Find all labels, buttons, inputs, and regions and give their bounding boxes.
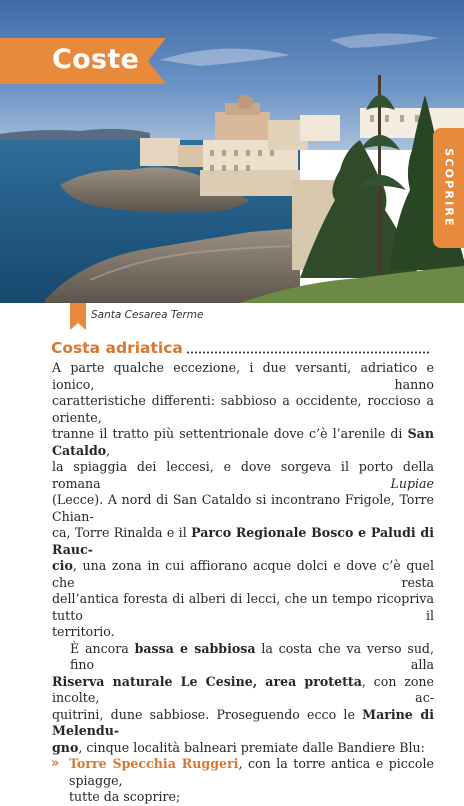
list-item: » Torre Specchia Ruggeri, con la torre antica e piccole spiagge, — [51, 756, 434, 788]
text-line: Riserva naturale Le Cesine, area protetta, con zone incolte, ac- — [52, 673, 434, 705]
place-name: San Cataldo — [52, 426, 434, 458]
text-line: tutte da scoprire; — [69, 789, 181, 804]
text-line: È ancora bassa e sabbiosa la costa che va verso sud, fino alla — [70, 640, 434, 672]
section-heading-text: Costa adriatica — [51, 339, 183, 357]
place-name: Marine di Melendu- — [52, 706, 435, 738]
park-name-end: cio — [52, 558, 73, 573]
place-name-end: gno — [52, 739, 79, 755]
text-line: ca, Torre Rinalda e il Parco Regionale Bosco e Paludi di Rauc- — [52, 525, 434, 557]
text-line: gno, cinque località balneari premiate dalle Bandiere Blu: — [52, 739, 425, 755]
text-line: la spiaggia dei leccesi, e dove sorgeva il porto della romana Lupiae — [52, 459, 434, 491]
text-line: caratteristiche differenti: sabbioso a occidente, roccioso a oriente, — [52, 393, 434, 425]
latin-name: Lupiae — [390, 475, 434, 491]
dotted-leader — [186, 351, 431, 354]
bookmark-ribbon-icon — [70, 303, 86, 330]
text-line: (Lecce). A nord di San Cataldo si incontrano Frigole, Torre Chian- — [52, 492, 434, 524]
reserve-name: Riserva naturale Le Cesine, area protetta — [52, 673, 362, 689]
double-chevron-icon: » — [51, 756, 60, 771]
text-line: quitrini, dune sabbiose. Proseguendo ecco le Marine di Melendu- — [52, 706, 435, 738]
text-line: A parte qualche eccezione, i due versanti, adriatico e ionico, hanno — [52, 360, 434, 392]
discover-side-tab[interactable] — [433, 128, 464, 248]
chapter-title: Coste — [52, 44, 140, 75]
section-heading — [51, 339, 431, 357]
text-line: tranne il tratto più settentrionale dove c’è l’arenile di San Cataldo, — [52, 426, 434, 458]
section-title-banner — [0, 38, 166, 84]
body-text — [52, 360, 434, 806]
text-line: cio, una zona in cui affiorano acque dolci e dove c’è quel che resta — [52, 558, 434, 590]
photo-caption: Santa Cesarea Terme — [91, 309, 204, 321]
side-tab-label: SCOPRIRE — [442, 148, 455, 228]
emphasis: bassa e sabbiosa — [134, 640, 256, 656]
park-name: Parco Regionale Bosco e Paludi di Rauc- — [52, 525, 434, 557]
text-line: territorio. — [52, 624, 115, 639]
list-item-title: Torre Specchia Ruggeri — [69, 756, 239, 771]
text-line: dell’antica foresta di alberi di lecci, che un tempo ricopriva tutto il — [52, 591, 434, 623]
